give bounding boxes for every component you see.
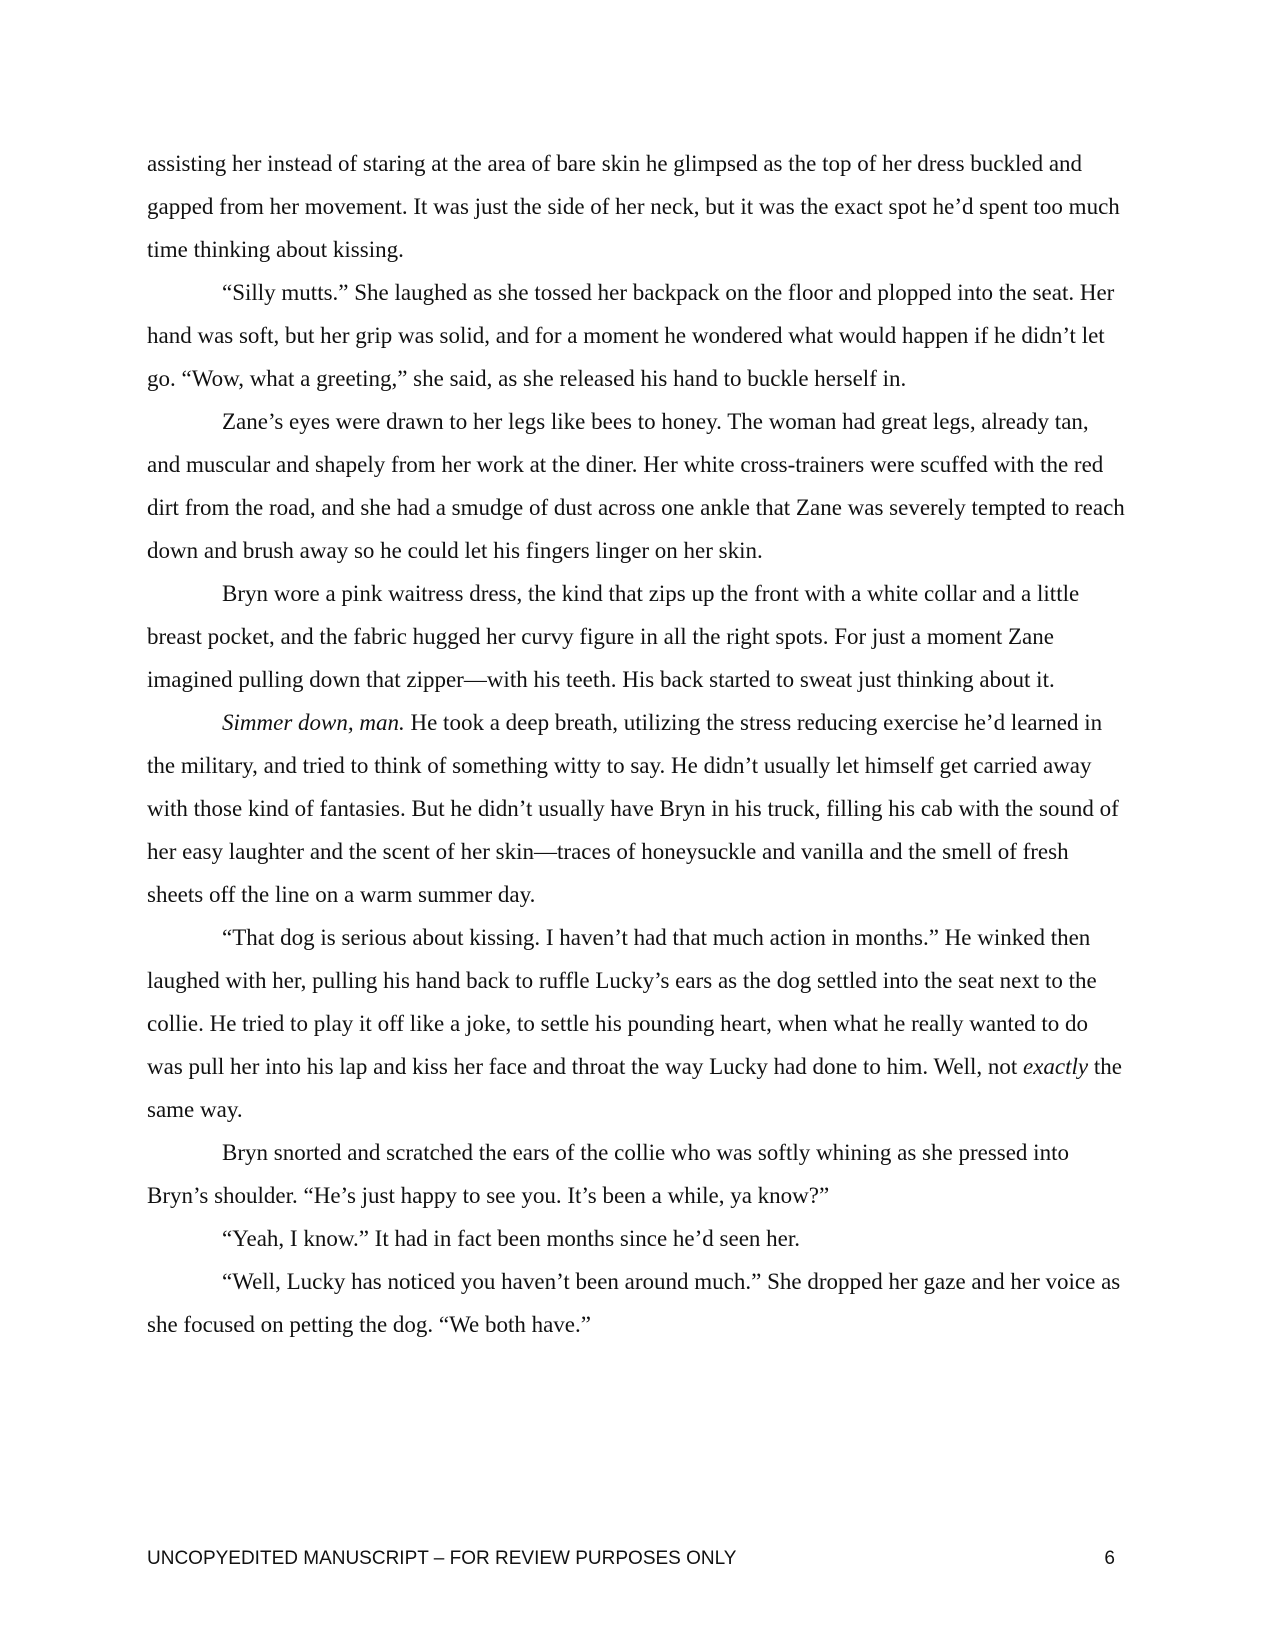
page-number: 6 — [1104, 1548, 1115, 1569]
text-run: “Well, Lucky has noticed you haven’t been around much.” She dropped her gaze and her voice as she focused on petting the dog. “We both have.” — [147, 1269, 1121, 1337]
text-run: the same way. — [147, 1054, 1122, 1122]
text-run: “That dog is serious about kissing. I haven’t had that much action in months.” He winked then laughed with her, pulling his hand back to ruffle Lucky’s ears as the dog settled into the seat next to the collie. He tried to play it off like a joke, to settle his pounding heart, when what he really wanted to do was pull her into his lap and kiss her face and throat the way Lucky had done to him. Well, not — [147, 925, 1097, 1079]
paragraph — [147, 142, 1127, 271]
paragraph — [147, 400, 1127, 572]
text-run: Zane’s eyes were drawn to her legs like bees to honey. The woman had great legs, already tan, and muscular and shapely from her work at the diner. Her white cross-trainers were scuffed with the red dirt from the road, and she had a smudge of dust across one ankle that Zane was severely tempted to reach down and brush away so he could let his fingers linger on her skin. — [147, 409, 1125, 563]
text-run: assisting her instead of staring at the area of bare skin he glimpsed as the top of her dress buckled and gapped from her movement. It was just the side of her neck, but it was the exact spot he’d spent too much time thinking about kissing. — [147, 151, 1120, 262]
page-footer — [147, 1548, 1127, 1570]
paragraph — [147, 1260, 1127, 1346]
text-run: Bryn wore a pink waitress dress, the kind that zips up the front with a white collar and a little breast pocket, and the fabric hugged her curvy figure in all the right spots. For just a moment Zane imagined pulling down that zipper—with his teeth. His back started to sweat just thinking about it. — [147, 581, 1080, 692]
paragraph — [147, 916, 1127, 1131]
review-notice: UNCOPYEDITED MANUSCRIPT – FOR REVIEW PURPOSES ONLY — [147, 1548, 737, 1569]
paragraph — [147, 1217, 1127, 1260]
paragraph — [147, 1131, 1127, 1217]
text-run: He took a deep breath, utilizing the stress reducing exercise he’d learned in the military, and tried to think of something witty to say. He didn’t usually let himself get carried away with those kind of fantasies. But he didn’t usually have Bryn in his truck, filling his cab with the sound of her easy laughter and the scent of her skin—traces of honeysuckle and vanilla and the smell of fresh sheets off the line on a warm summer day. — [147, 710, 1119, 907]
text-run: “Yeah, I know.” It had in fact been months since he’d seen her. — [222, 1226, 801, 1251]
text-run: “Silly mutts.” She laughed as she tossed her backpack on the floor and plopped into the seat. Her hand was soft, but her grip was solid, and for a moment he wondered what would happen if he didn’t let go. “Wow, what a greeting,” she said, as she released his hand to buckle herself in. — [147, 280, 1115, 391]
italic-text: Simmer down, man. — [222, 710, 405, 735]
paragraph — [147, 701, 1127, 916]
paragraph — [147, 572, 1127, 701]
italic-text: exactly — [1023, 1054, 1089, 1079]
text-run: Bryn snorted and scratched the ears of the collie who was softly whining as she pressed into Bryn’s shoulder. “He’s just happy to see you. It’s been a while, ya know?” — [147, 1140, 1069, 1208]
paragraph — [147, 271, 1127, 400]
manuscript-body — [147, 142, 1127, 1346]
